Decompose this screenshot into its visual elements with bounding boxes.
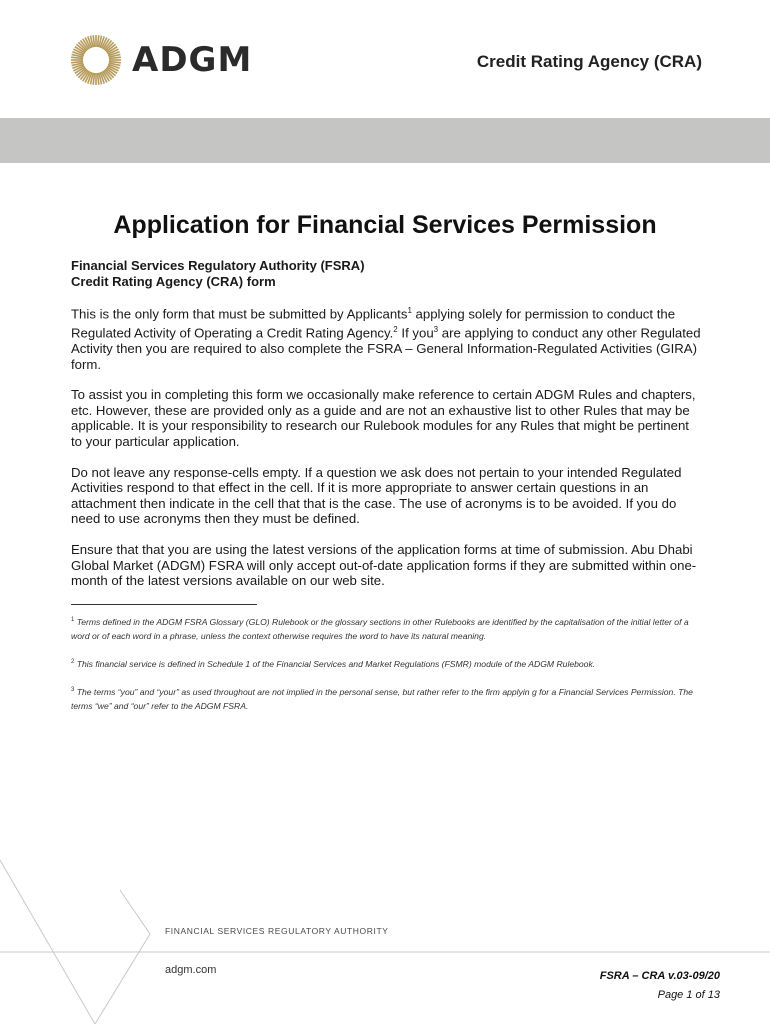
footer-authority-label: FINANCIAL SERVICES REGULATORY AUTHORITY: [165, 926, 389, 936]
paragraph-latest-versions: Ensure that that you are using the latest versions of the application forms at time of submission. Abu Dhabi Global Market (ADGM) FSRA will only accept out-of-date application forms if they are submitted within one-month of the latest versions available on our web site.: [71, 541, 697, 589]
footnote-number: 1: [71, 617, 75, 623]
paragraph-text: applying solely for permission to conduct the Regulated Activity of Operating a Credit Rating Agency.: [71, 306, 676, 341]
footnote-3: [71, 683, 696, 713]
paragraph-text: If you: [397, 325, 434, 341]
authority-name: Financial Services Regulatory Authority (FSRA): [71, 258, 365, 273]
form-name: Credit Rating Agency (CRA) form: [71, 274, 276, 289]
footnote-1: [71, 613, 696, 643]
footnote-number: 2: [71, 658, 75, 665]
paragraph-rules-guidance: To assist you in completing this form we occasionally make reference to certain ADGM Rules and chapters, etc. However, these are provided only as a guide and are not an exhaustive list to other Rules that may be applicable. It is your responsibility to research our Rulebook modules for any Rules that might be pertinent to your particular application.: [71, 387, 696, 449]
footnotes: [71, 613, 696, 725]
adgm-logo: [70, 34, 270, 86]
footnote-divider: [71, 604, 257, 605]
footnote-text: Terms defined in the ADGM FSRA Glossary (GLO) Rulebook or the glossary sections in other Rulebooks are identified by the capitalisation of the initial letter of a word or of each word in a phrase, unless the context otherwise requires the word to have its natural meaning.: [71, 616, 689, 641]
footnote-text: This financial service is defined in Schedule 1 of the Financial Services and Market Regulations (FSMR) module of the ADGM Rulebook.: [76, 658, 596, 669]
footnote-number: 3: [71, 686, 75, 693]
footnote-ref-3[interactable]: 3: [433, 324, 439, 334]
adgm-sunburst-icon: [70, 34, 122, 86]
page-title: Application for Financial Services Permission: [113, 211, 657, 239]
footnote-2: [71, 655, 696, 671]
page-number: Page 1 of 13: [657, 989, 720, 1001]
paragraph-text: This is the only form that must be submitted by Applicants: [71, 306, 408, 322]
website-link[interactable]: adgm.com: [165, 964, 217, 976]
footnote-ref-2[interactable]: 2: [393, 324, 398, 334]
footer-decorative-lines: [0, 850, 770, 1024]
form-version: FSRA – CRA v.03-09/20: [599, 970, 720, 982]
instructions-body: [71, 303, 703, 604]
header-band: [0, 118, 770, 163]
logo-wordmark: ADGM: [132, 40, 253, 80]
footnote-ref-1[interactable]: 1: [407, 306, 412, 315]
document-type-heading: Credit Rating Agency (CRA): [476, 52, 702, 71]
paragraph-text: are applying to conduct any other Regulated Activity then you are required to also complete the FSRA – General Information-Regulated Activities (GIRA) form.: [71, 325, 701, 372]
paragraph-scope: [71, 303, 703, 372]
authority-block: [71, 258, 365, 290]
footnote-text: The terms “you” and “your” as used throughout are not implied in the personal sense, but rather refer to the firm applyin g for a Financial Services Permission. The terms “we” and “our” refer to the ADGM FSRA.: [71, 686, 693, 711]
paragraph-response-cells: Do not leave any response-cells empty. If a question we ask does not pertain to your intended Regulated Activities respond to that effect in the cell. If it is more appropriate to answer certain questions in an attachment then indicate in the cell that that is the case. The use of acronyms is to be avoided. If you do need to use acronyms then they must be defined.: [71, 464, 682, 527]
